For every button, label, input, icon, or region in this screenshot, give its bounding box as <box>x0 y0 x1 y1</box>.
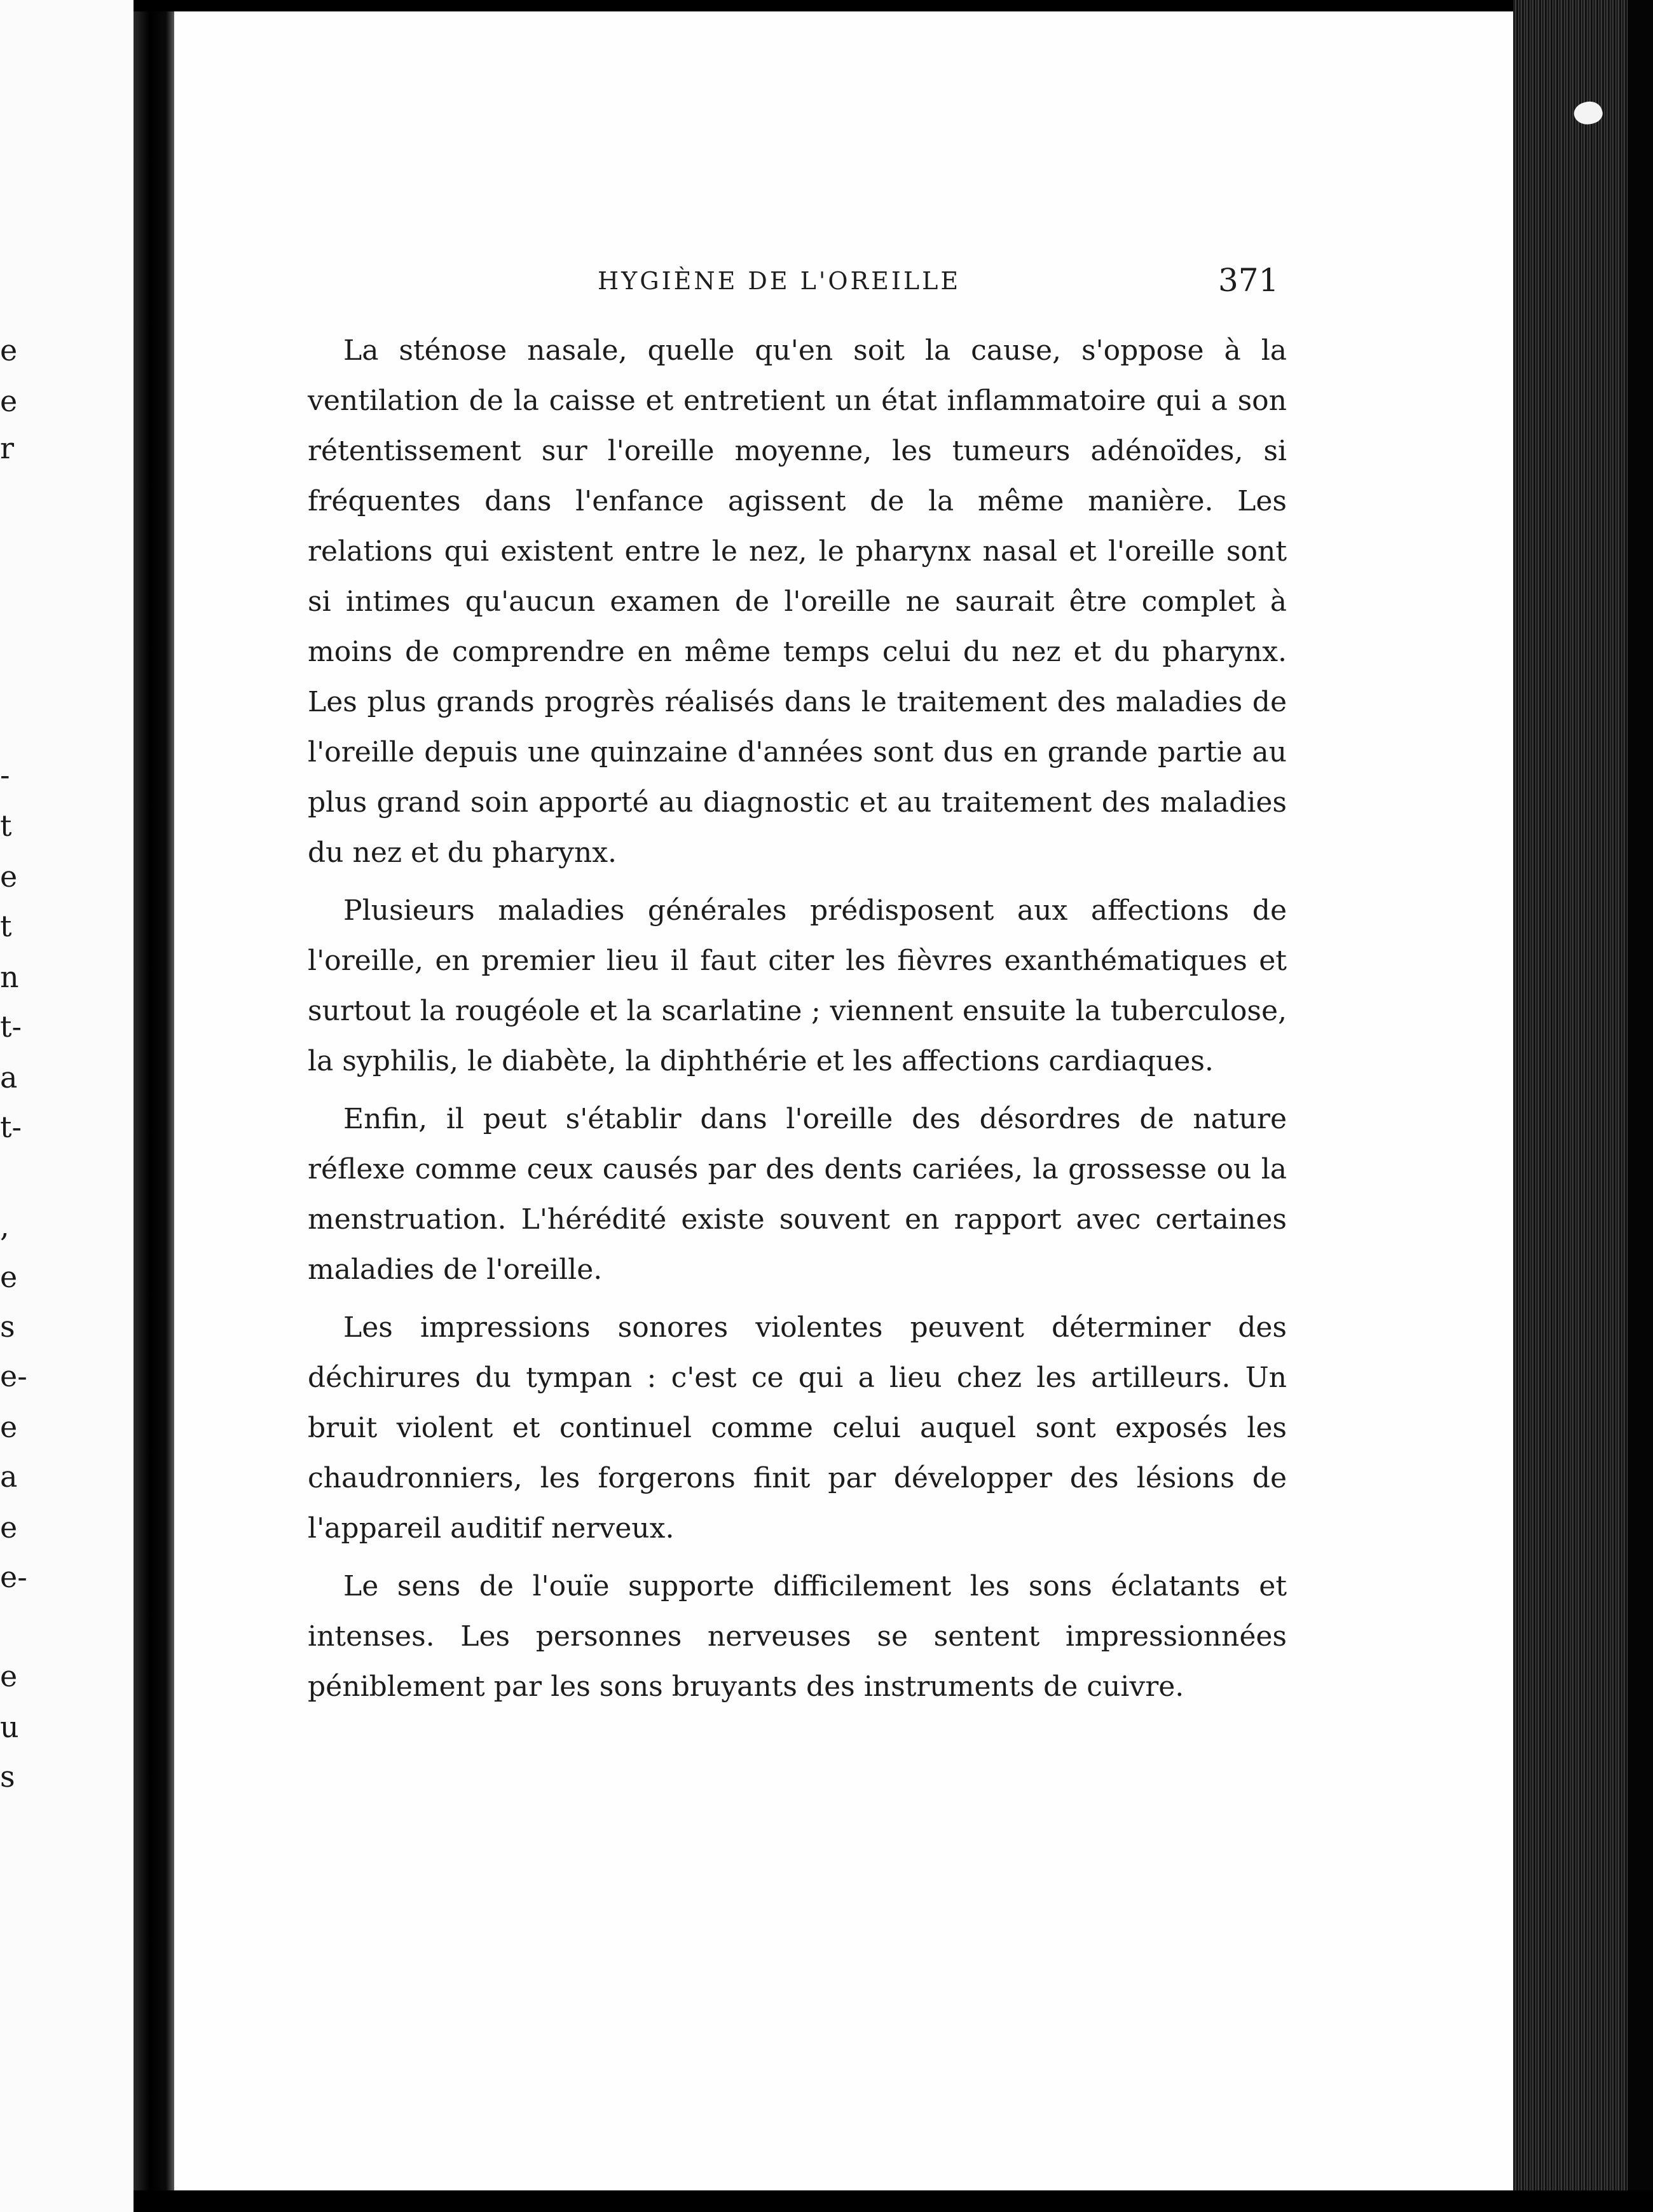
facing-page-letter: , <box>0 1209 10 1243</box>
facing-page-letter: n <box>0 960 19 994</box>
facing-page-letter: r <box>0 431 14 465</box>
facing-page-letter: t- <box>0 1110 22 1144</box>
scan-border-top <box>134 0 1653 11</box>
running-head: HYGIÈNE DE L'OREILLE <box>598 267 961 295</box>
facing-page-letter: t <box>0 809 12 843</box>
facing-page-letter: e <box>0 1659 18 1693</box>
paragraph: Le sens de l'ouïe supporte difficilement les sons éclatants et intenses. Les personnes nerveuses se sentent impressionnées péniblement par les sons bruyants des instruments de cuivre. <box>308 1570 1287 1703</box>
facing-page-letter: u <box>0 1710 19 1744</box>
facing-page-letter: a <box>0 1459 18 1494</box>
facing-page-letter: t- <box>0 1009 22 1044</box>
facing-page-letter: e <box>0 384 18 418</box>
facing-page-letter: e- <box>0 1359 27 1393</box>
book-gutter <box>134 0 174 2212</box>
facing-page-letter: s <box>0 1309 15 1344</box>
facing-page-letter: t <box>0 909 12 943</box>
facing-page-letter: e <box>0 859 18 894</box>
facing-page-letter: e- <box>0 1560 27 1594</box>
paragraph: Plusieurs maladies générales prédisposent aux affections de l'oreille, en premier lieu il faut citer les fièvres exanthématiques et surtout la rougéole et la scarlatine ; viennent ensuite la tuberculose, la syphilis, le diabète, la diphthérie et les affections cardiaques. <box>308 894 1287 1077</box>
facing-page-letter: e <box>0 1410 18 1444</box>
facing-page-letter: e <box>0 1510 18 1545</box>
body-text <box>308 325 1287 1719</box>
facing-page-letter: e <box>0 333 18 367</box>
scan-border-bottom <box>134 2190 1653 2212</box>
paragraph: La sténose nasale, quelle qu'en soit la cause, s'oppose à la ventilation de la caisse et entretient un état inflammatoire qui a son rétentissement sur l'oreille moyenne, les tumeurs adénoïdes, si fréquentes dans l'enfance agissent de la même manière. Les relations qui existent entre le nez, le pharynx nasal et l'oreille sont si intimes qu'aucun examen de l'oreille ne saurait être complet à moins de comprendre en même temps celui du nez et du pharynx. Les plus grands progrès réalisés dans le traitement des maladies de l'oreille depuis une quinzaine d'années sont dus en grande partie au plus grand soin apporté au diagnostic et au traitement des maladies du nez et du pharynx. <box>308 334 1287 869</box>
facing-page-letter: - <box>0 758 10 792</box>
paragraph: Enfin, il peut s'établir dans l'oreille des désordres de nature réflexe comme ceux causés par des dents cariées, la grossesse ou la menstruation. L'hérédité existe souvent en rapport avec certaines maladies de l'oreille. <box>308 1103 1287 1286</box>
facing-page-edge <box>0 0 134 2212</box>
page-number: 371 <box>1218 262 1279 299</box>
facing-page-letter: e <box>0 1260 18 1294</box>
scan-border-right <box>1628 0 1653 2212</box>
facing-page-letter: a <box>0 1060 18 1095</box>
facing-page-letter: s <box>0 1759 15 1794</box>
paragraph: Les impressions sonores violentes peuvent déterminer des déchirures du tympan : c'est ce qui a lieu chez les artilleurs. Un bruit violent et continuel comme celui auquel sont exposés les chaudronniers, les forgerons finit par développer des lésions de l'appareil auditif nerveux. <box>308 1311 1287 1545</box>
